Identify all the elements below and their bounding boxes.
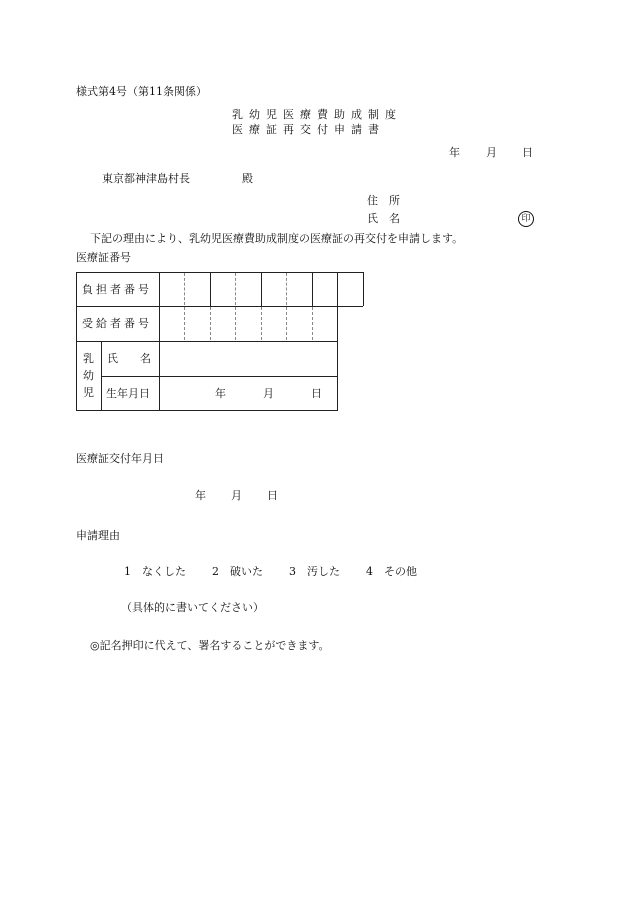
reason-option-1: 1 なくした bbox=[124, 565, 186, 578]
infant-label-1: 乳 bbox=[83, 352, 94, 365]
reason-option-4: 4 その他 bbox=[366, 565, 417, 578]
request-text: 下記の理由により、乳幼児医療費助成制度の医療証の再交付を申請します。 bbox=[90, 232, 464, 245]
addressee-honorific: 殿 bbox=[242, 172, 253, 185]
infant-name-label: 氏 名 bbox=[107, 352, 151, 365]
date-day: 日 bbox=[522, 146, 533, 159]
applicant-name-label: 氏 名 bbox=[367, 212, 400, 225]
birth-year: 年 bbox=[215, 387, 226, 400]
form-title-line2: 医療証再交付申請書 bbox=[232, 123, 385, 136]
cert-number-label: 医療証番号 bbox=[76, 251, 131, 264]
reason-label: 申請理由 bbox=[76, 529, 120, 542]
form-title-line1: 乳幼児医療費助成制度 bbox=[232, 108, 402, 121]
reason-detail-note: （具体的に書いてください） bbox=[121, 601, 264, 614]
birth-day: 日 bbox=[311, 387, 322, 400]
infant-label-2: 幼 bbox=[83, 369, 94, 382]
recipient-number-label: 受給者番号 bbox=[82, 317, 152, 330]
birth-month: 月 bbox=[263, 387, 274, 400]
addressee: 東京都神津島村長 bbox=[102, 172, 190, 185]
reason-option-2: 2 破いた bbox=[212, 565, 263, 578]
issue-date-label: 医療証交付年月日 bbox=[76, 452, 164, 465]
infant-label-3: 児 bbox=[83, 386, 94, 399]
applicant-address-label: 住 所 bbox=[367, 194, 400, 207]
issue-date-day: 日 bbox=[267, 489, 278, 502]
date-month: 月 bbox=[486, 146, 497, 159]
footnote: ◎記名押印に代えて、署名することができます。 bbox=[90, 639, 330, 652]
form-number: 様式第4号（第11条関係） bbox=[76, 85, 207, 98]
reason-option-3: 3 汚した bbox=[289, 565, 340, 578]
payer-number-label: 負担者番号 bbox=[82, 283, 152, 296]
issue-date-year: 年 bbox=[195, 489, 206, 502]
seal-mark: 印 bbox=[518, 211, 534, 227]
date-year: 年 bbox=[449, 146, 460, 159]
issue-date-month: 月 bbox=[231, 489, 242, 502]
birthdate-label: 生年月日 bbox=[106, 387, 150, 400]
